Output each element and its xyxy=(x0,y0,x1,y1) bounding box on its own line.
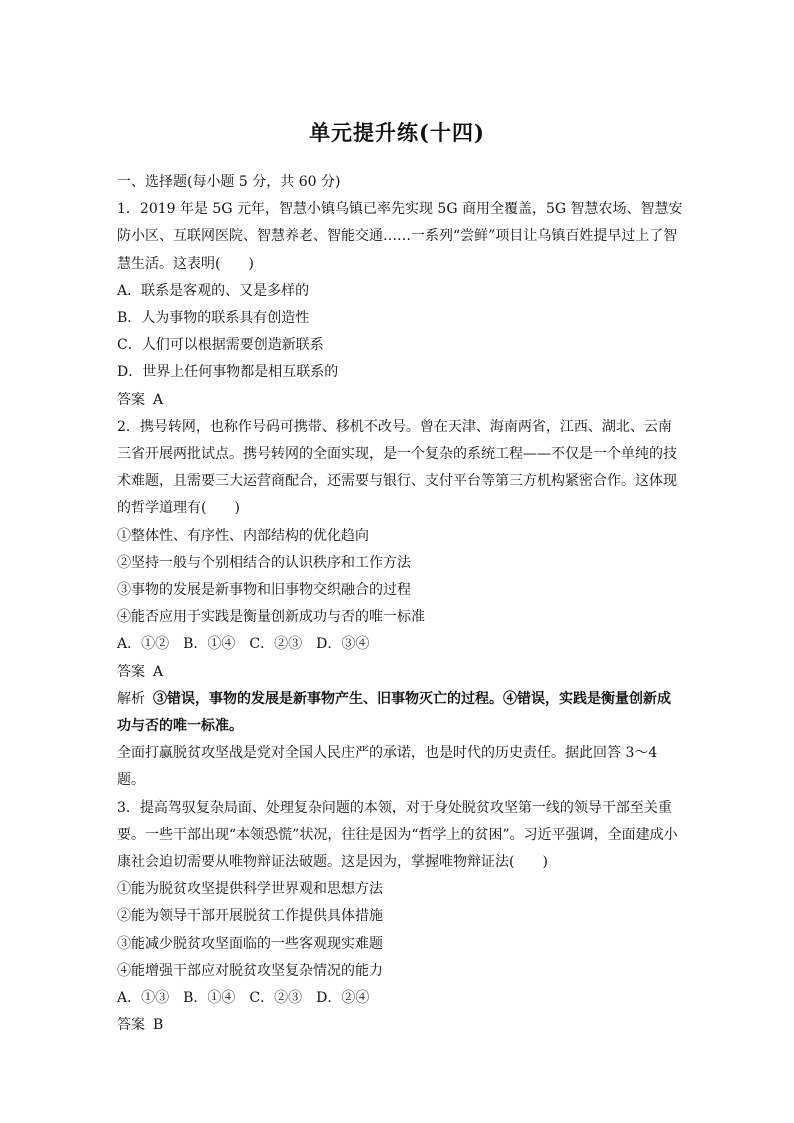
answer-value: B xyxy=(153,1017,164,1034)
explanation-label: 解析 xyxy=(117,690,145,707)
question-2-item-2: ②坚持一般与个别相结合的认识秩序和工作方法 xyxy=(117,554,411,571)
answer-value: A xyxy=(153,391,164,408)
section-header: 一、选择题(每小题 5 分，共 60 分) xyxy=(117,174,341,190)
explanation-text: ③错误，事物的发展是新事物产生、旧事物灭亡的过程。④错误，实践是衡量创新成功与否的唯一标准。 xyxy=(117,690,671,735)
question-1-option-a: A．联系是客观的、又是多样的 xyxy=(117,282,310,299)
question-3-item-2: ②能为领导干部开展脱贫工作提供具体措施 xyxy=(117,908,383,925)
question-2-answer xyxy=(117,659,683,686)
question-2-explanation xyxy=(117,686,683,740)
question-1-stem: 1．2019 年是 5G 元年，智慧小镇乌镇已率先实现 5G 商用全覆盖，5G 智慧农场、智慧安防小区、互联网医院、智慧养老、智能交通……一系列“尝鲜”项目让乌镇百姓提早过上了智慧生活。这表明( ) xyxy=(117,201,683,272)
question-1-option-c: C．人们可以根据需要创造新联系 xyxy=(117,337,324,354)
question-3-item-1: ①能为脱贫攻坚提供科学世界观和思想方法 xyxy=(117,881,383,898)
question-3-stem: 3．提高驾驭复杂局面、处理复杂问题的本领，对于身处脱贫攻坚第一线的领导干部至关重要。一些干部出现“本领恐慌”状况，往往是因为“哲学上的贫困”。习近平强调，全面建成小康社会迫切需要从唯物辩证法破题。这是因为，掌握唯物辩证法( ) xyxy=(117,799,678,871)
question-2-choices: A．①② B．①④ C．②③ D．③④ xyxy=(117,636,370,653)
question-2-item-4: ④能否应用于实践是衡量创新成功与否的唯一标准 xyxy=(117,609,425,626)
question-3-item-3: ③能减少脱贫攻坚面临的一些客观现实难题 xyxy=(117,935,383,952)
answer-label: 答案 xyxy=(117,663,145,680)
answer-value: A xyxy=(153,663,164,680)
question-3-choices: A．①③ B．①④ C．②③ D．②④ xyxy=(117,990,370,1007)
question-1-answer xyxy=(117,387,683,414)
page-title: 单元提升练(十四) xyxy=(309,120,485,145)
shared-passage: 全面打赢脱贫攻坚战是党对全国人民庄严的承诺，也是时代的历史责任。据此回答 3～4 题。 xyxy=(117,745,658,789)
question-3-item-4: ④能增强干部应对脱贫攻坚复杂情况的能力 xyxy=(117,962,383,979)
question-2-item-1: ①整体性、有序性、内部结构的优化趋向 xyxy=(117,527,369,544)
question-1-option-d: D．世界上任何事物都是相互联系的 xyxy=(117,364,339,381)
question-2-stem: 2．携号转网，也称作号码可携带、移机不改号。曾在天津、海南两省，江西、湖北、云南三省开展两批试点。携号转网的全面实现，是一个复杂的系统工程——不仅是一个单纯的技术难题，且需要三大运营商配合，还需要与银行、支付平台等第三方机构紧密合作。这体现的哲学道理有( ) xyxy=(117,418,677,517)
document-body xyxy=(117,169,683,1040)
question-2-item-3: ③事物的发展是新事物和旧事物交织融合的过程 xyxy=(117,582,411,599)
question-3-answer xyxy=(117,1012,683,1039)
answer-label: 答案 xyxy=(117,1017,145,1034)
question-1-option-b: B．人为事物的联系具有创造性 xyxy=(117,310,310,327)
answer-label: 答案 xyxy=(117,391,145,408)
